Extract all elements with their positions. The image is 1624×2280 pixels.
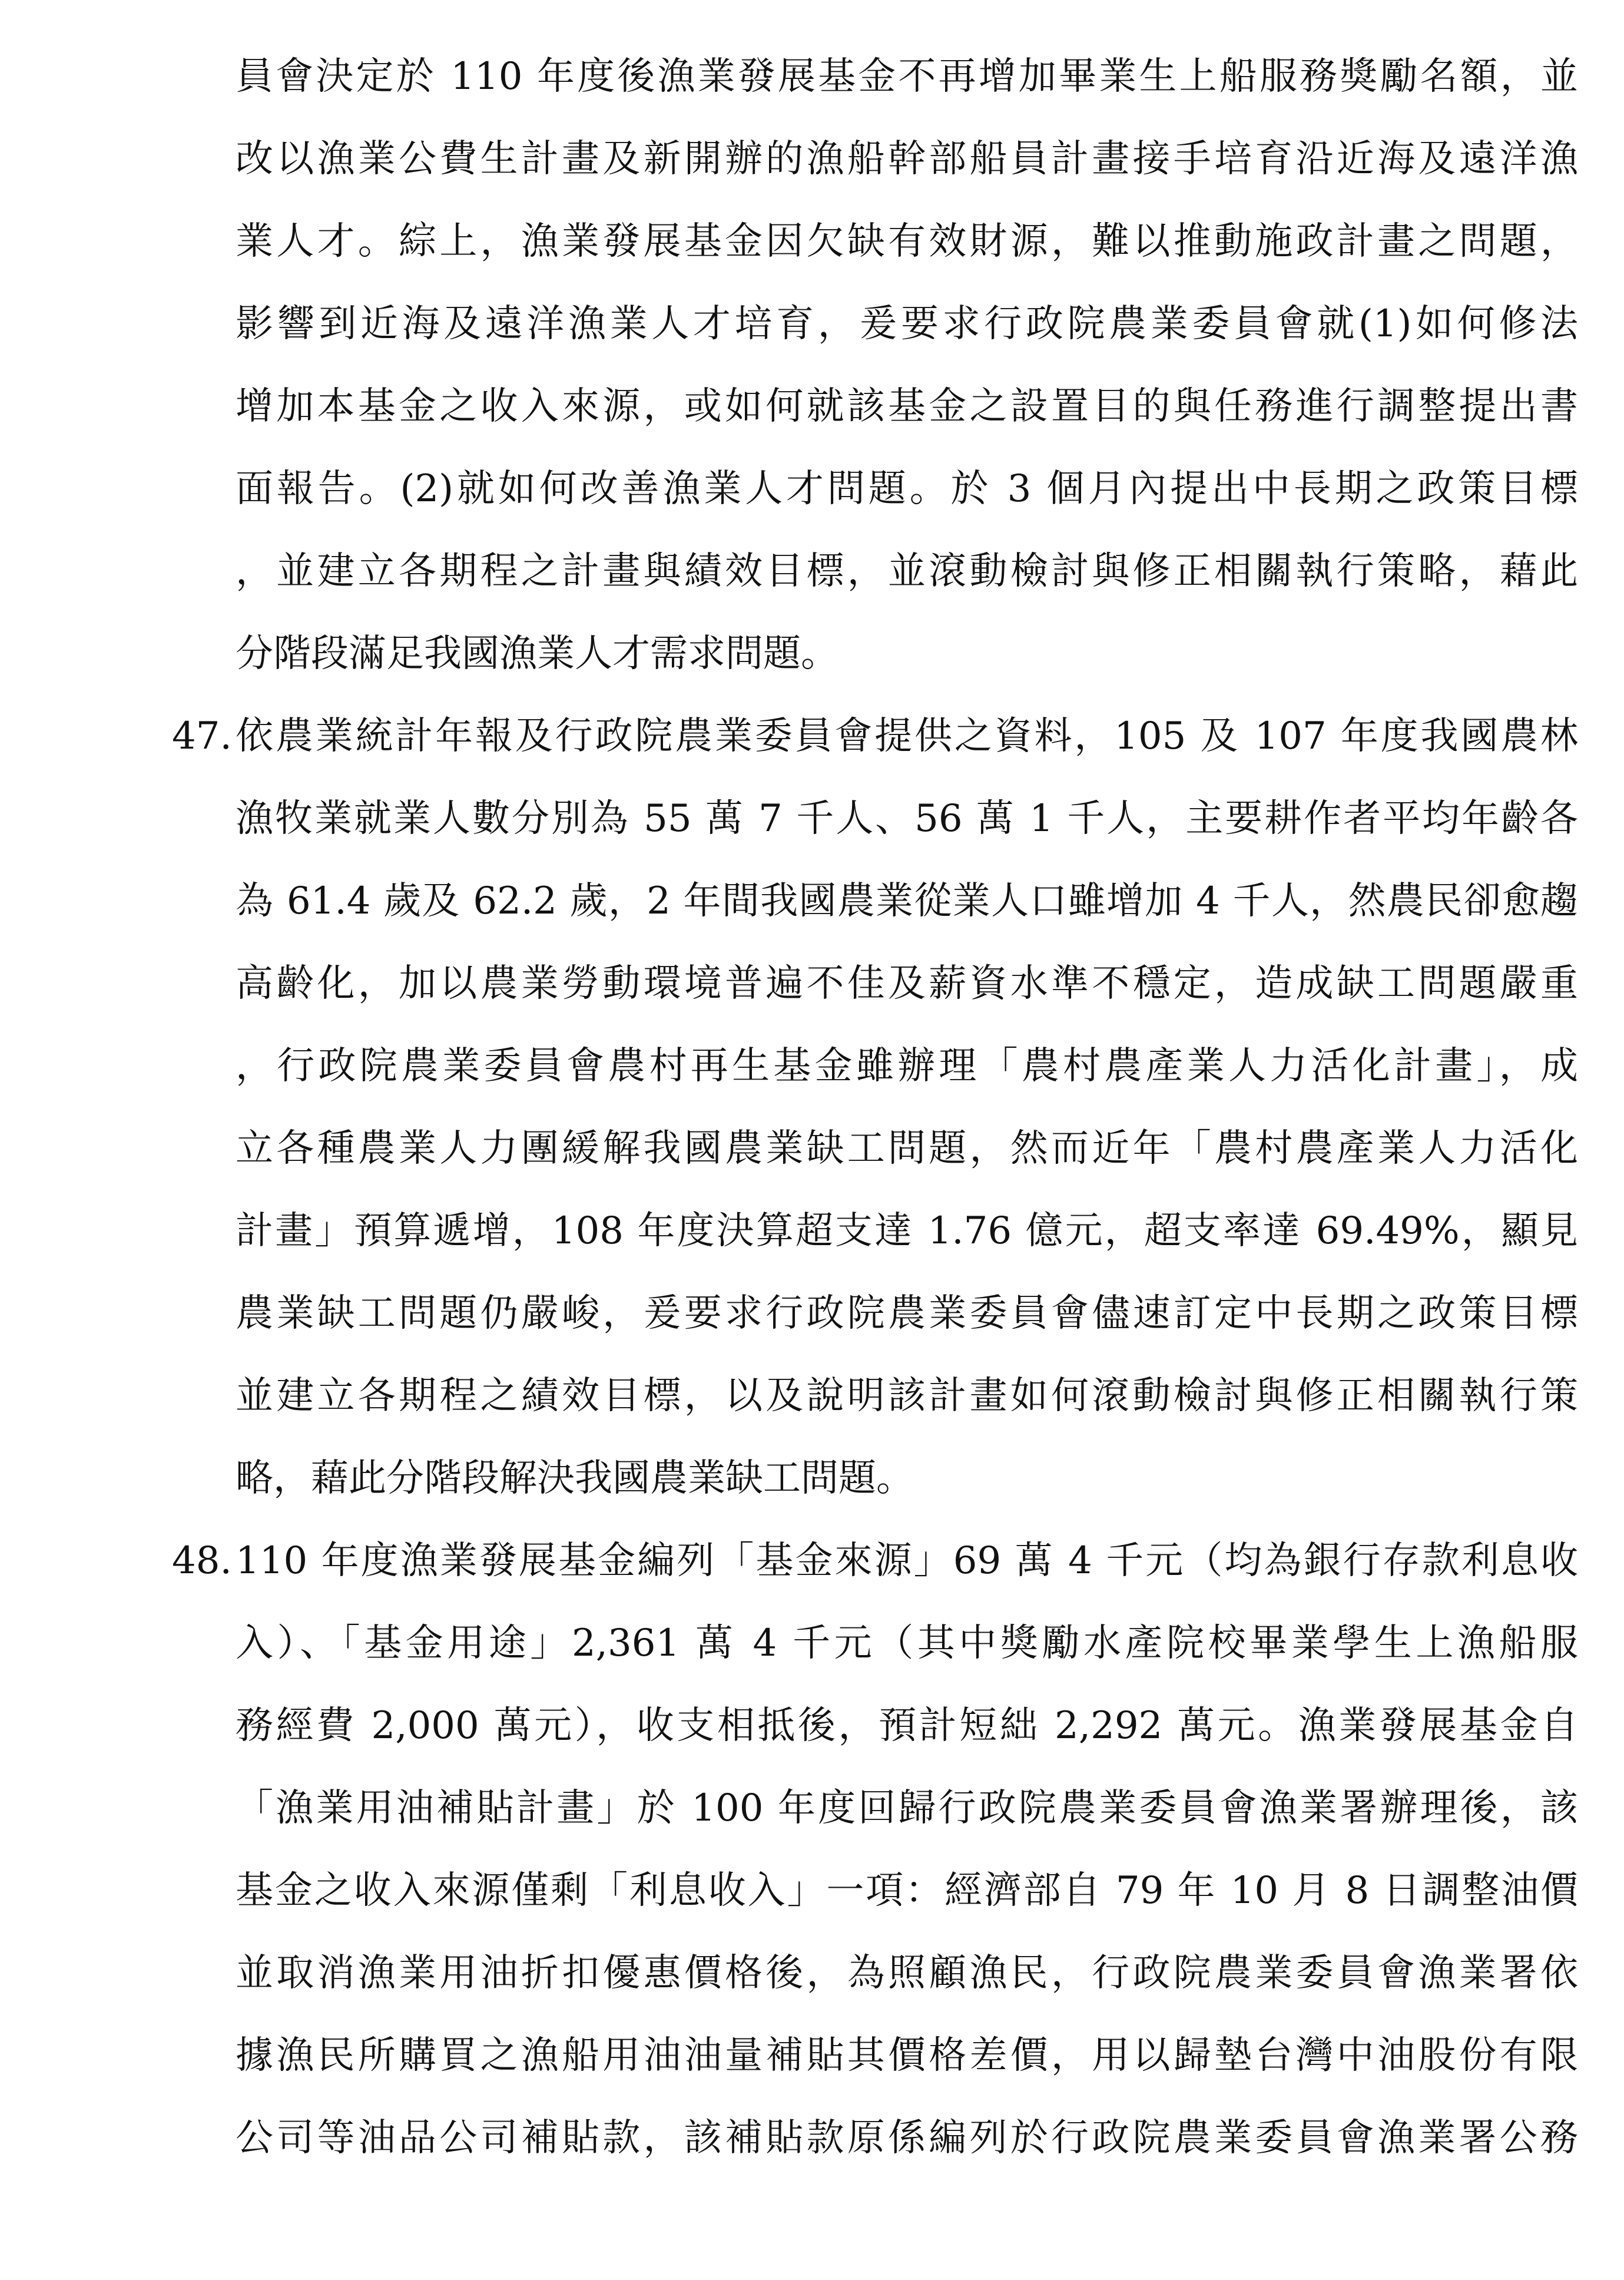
item-number-47: 47. (172, 714, 232, 758)
paragraph-line: 略，藉此分階段解決我國農業缺工問題。 (236, 1457, 914, 1500)
paragraph-line: 改以漁業公費生計畫及新開辦的漁船幹部船員計畫接手培育沿近海及遠洋漁 (236, 137, 1578, 181)
paragraph-line: 高齡化，加以農業勞動環境普遍不佳及薪資水準不穩定，造成缺工問題嚴重 (236, 962, 1578, 1005)
paragraph-line: 面報告。(2)就如何改善漁業人才問題。於 3 個月內提出中長期之政策目標 (236, 467, 1578, 511)
paragraph-line: 立各種農業人力團緩解我國農業缺工問題，然而近年「農村農產業人力活化 (236, 1127, 1578, 1170)
paragraph-line: 為 61.4 歲及 62.2 歲，2 年間我國農業從業人口雖增加 4 千人，然農民卻愈趨 (236, 879, 1578, 923)
paragraph-line: 農業缺工問題仍嚴峻，爰要求行政院農業委員會儘速訂定中長期之政策目標 (236, 1292, 1578, 1335)
paragraph-line: ，行政院農業委員會農村再生基金雖辦理「農村農產業人力活化計畫」，成 (236, 1044, 1578, 1088)
paragraph-line: 基金之收入來源僅剩「利息收入」一項：經濟部自 79 年 10 月 8 日調整油價 (236, 1869, 1578, 1912)
paragraph-line: 「漁業用油補貼計畫」於 100 年度回歸行政院農業委員會漁業署辦理後，該 (236, 1786, 1578, 1830)
paragraph-line: 員會決定於 110 年度後漁業發展基金不再增加畢業生上船服務獎勵名額，並 (236, 55, 1578, 98)
paragraph-line: 務經費 2,000 萬元），收支相抵後，預計短絀 2,292 萬元。漁業發展基金自 (236, 1704, 1578, 1748)
paragraph-line: ，並建立各期程之計畫與績效目標，並滾動檢討與修正相關執行策略，藉此 (236, 550, 1578, 593)
paragraph-line: 入）、「基金用途」2,361 萬 4 千元（其中獎勵水產院校畢業學生上漁船服 (236, 1622, 1578, 1665)
paragraph-line: 漁牧業就業人數分別為 55 萬 7 千人、56 萬 1 千人，主要耕作者平均年齡各 (236, 797, 1578, 840)
paragraph-line: 據漁民所購買之漁船用油油量補貼其價格差價，用以歸墊台灣中油股份有限 (236, 2034, 1578, 2077)
paragraph-line: 依農業統計年報及行政院農業委員會提供之資料，105 及 107 年度我國農林 (236, 714, 1578, 758)
paragraph-line: 公司等油品公司補貼款，該補貼款原係編列於行政院農業委員會漁業署公務 (236, 2116, 1578, 2160)
paragraph-line: 增加本基金之收入來源，或如何就該基金之設置目的與任務進行調整提出書 (236, 385, 1578, 428)
paragraph-line: 並建立各期程之績效目標，以及說明該計畫如何滾動檢討與修正相關執行策 (236, 1374, 1578, 1418)
paragraph-line: 業人才。綜上，漁業發展基金因欠缺有效財源，難以推動施政計畫之問題， (236, 220, 1578, 263)
paragraph-line: 影響到近海及遠洋漁業人才培育，爰要求行政院農業委員會就(1)如何修法 (236, 302, 1578, 346)
paragraph-line: 110 年度漁業發展基金編列「基金來源」69 萬 4 千元（均為銀行存款利息收 (236, 1539, 1578, 1583)
paragraph-line: 計畫」預算遞增，108 年度決算超支達 1.76 億元，超支率達 69.49%，顯見 (236, 1209, 1578, 1253)
item-number-48: 48. (172, 1539, 232, 1583)
paragraph-line: 分階段滿足我國漁業人才需求問題。 (236, 632, 838, 676)
paragraph-line: 並取消漁業用油折扣優惠價格後，為照顧漁民，行政院農業委員會漁業署依 (236, 1951, 1578, 1995)
